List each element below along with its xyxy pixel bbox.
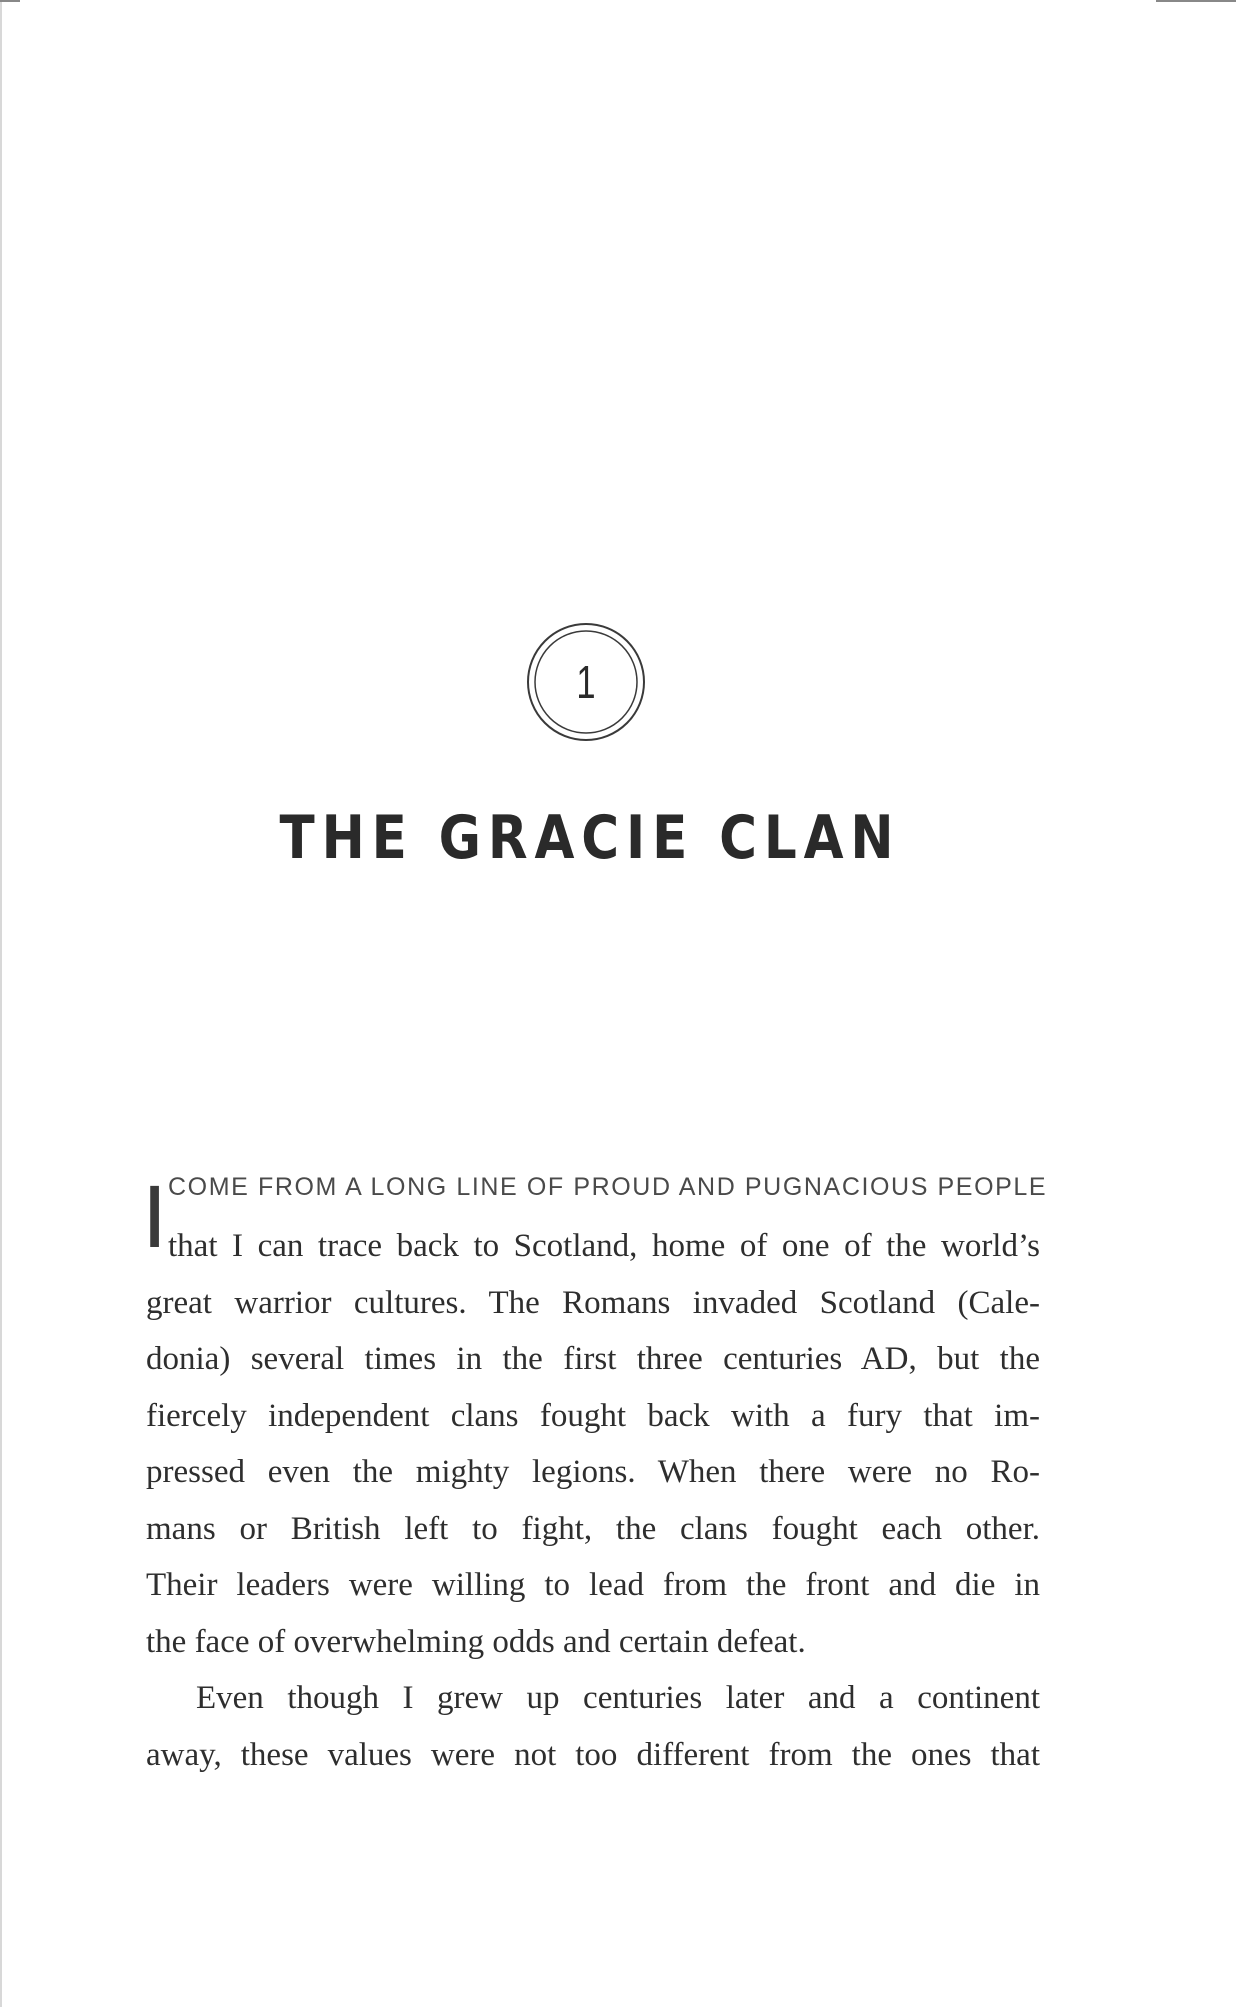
text-line: Their leaders were willing to lead from the front and die in (146, 1567, 1040, 1603)
text-line: mans or British left to fight, the clans fought each other. (146, 1510, 1040, 1547)
lead-in-small-caps: COME FROM A LONG LINE OF PROUD AND PUGNACIOUS PEOPLE (168, 1173, 1048, 1201)
chapter-number: 1 (576, 656, 596, 708)
text-line: the face of overwhelming odds and certain defeat. (146, 1623, 806, 1660)
text-line: great warrior cultures. The Romans invaded Scotland (Cale- (146, 1284, 1040, 1321)
page-edge-mark (0, 0, 20, 2)
body-text (146, 1218, 1040, 1783)
text-line: donia) several times in the first three centuries AD, but the (146, 1341, 1040, 1377)
text-line: Even though I grew up centuries later and a continent (196, 1680, 1040, 1716)
text-line: that I can trace back to Scotland, home of one of the world’s (168, 1228, 1040, 1264)
page-edge-mark (1156, 0, 1236, 2)
text-line: away, these values were not too different from the ones that (146, 1736, 1040, 1773)
chapter-title: THE GRACIE CLAN (279, 803, 901, 873)
text-line: fiercely independent clans fought back with a fury that im- (146, 1397, 1040, 1434)
chapter-number-badge (524, 620, 648, 744)
drop-cap: I (146, 1169, 164, 1267)
text-line: pressed even the mighty legions. When there were no Ro- (146, 1454, 1040, 1490)
page-edge-shadow (0, 0, 2, 2007)
